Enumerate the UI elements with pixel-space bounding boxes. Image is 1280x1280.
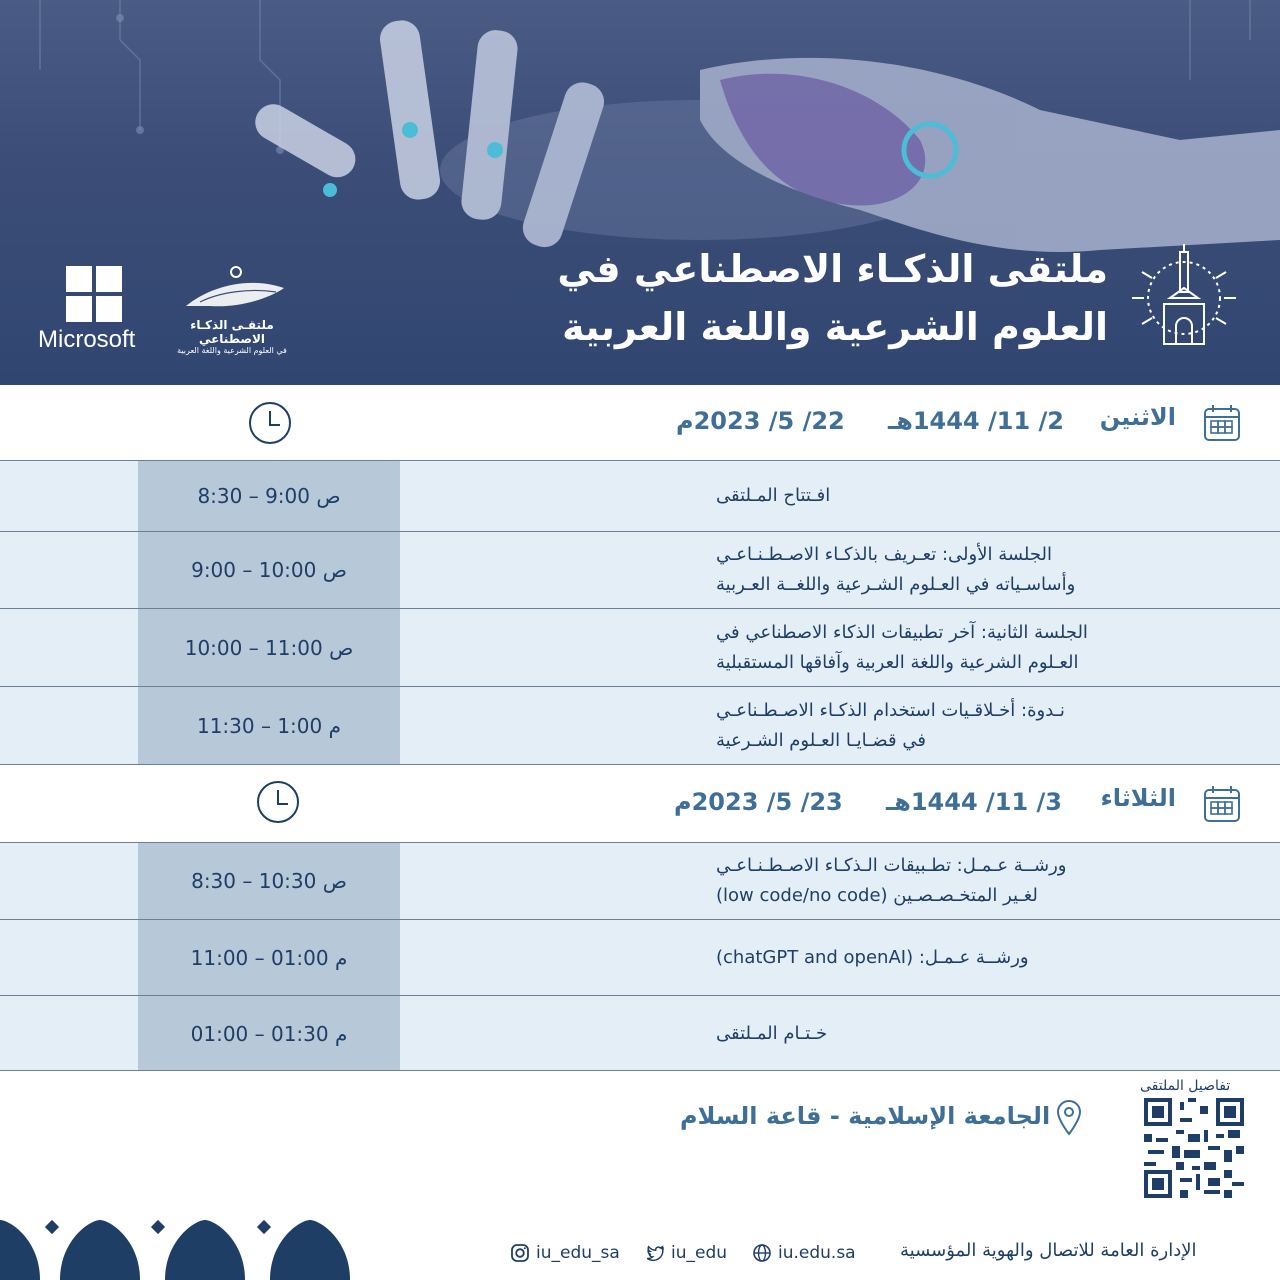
forum-logo-subtitle: في العلوم الشرعية واللغة العربية [177, 346, 287, 355]
session-time: 11:00 – 01:00 م [190, 945, 348, 970]
session-time: 9:00 – 10:00 ص [191, 558, 347, 582]
day-name: الثلاثاء [1100, 784, 1176, 812]
clock-icon [248, 401, 292, 445]
session-time: 8:30 – 9:00 ص [197, 484, 341, 508]
session-description [716, 532, 1176, 608]
twitter-handle: iu_edu [671, 1243, 728, 1263]
time-cell [138, 532, 400, 608]
forum-logo-mark [180, 262, 290, 318]
session-line: الجلسة الثانية: آخر تطبيقات الذكاء الاصطناعي في [716, 621, 1088, 643]
session-description [716, 920, 1176, 995]
session-line: العـلوم الشرعية واللغة العربية وآفاقها المستقبلية [716, 651, 1079, 673]
session-row [0, 995, 1280, 1071]
session-line: لغـير المتخـصـصـين (low code/no code) [716, 885, 1038, 906]
twitter-icon [645, 1243, 665, 1263]
session-time: 11:30 – 1:00 م [196, 714, 341, 738]
website-link[interactable] [752, 1243, 856, 1263]
divider [0, 764, 1280, 765]
time-cell [138, 609, 400, 686]
divider [0, 1070, 1280, 1071]
time-cell [138, 996, 400, 1071]
venue-name: الجامعة الإسلامية - قاعة السلام [680, 1102, 1051, 1130]
session-line: في قضـايـا العـلوم الشـرعية [716, 730, 926, 751]
title-line-1: ملتقى الذكـاء الاصطناعي في [557, 247, 1108, 291]
day-name: الاثنين [1099, 403, 1176, 431]
time-cell [138, 461, 400, 531]
session-row [0, 919, 1280, 995]
header-banner [0, 0, 1280, 385]
time-cell [138, 920, 400, 995]
session-line: الجلسة الأولى: تعـريف بالذكـاء الاصـطـنـاعـي [716, 544, 1052, 565]
session-description [716, 843, 1176, 919]
session-description [716, 609, 1176, 686]
hijri-date: 3/ 11/ 1444هـ [886, 788, 1062, 816]
twitter-link[interactable] [645, 1243, 727, 1263]
forum-logo-title: ملتقـى الذكـاء الاصطناعي [190, 318, 274, 346]
microsoft-logo [38, 266, 150, 354]
day-header-tuesday [0, 766, 1280, 842]
session-time: 8:30 – 10:30 ص [191, 869, 347, 893]
time-cell [138, 843, 400, 919]
calendar-icon [1202, 403, 1242, 443]
islamic-university-logo [1128, 242, 1240, 354]
session-row [0, 842, 1280, 919]
session-line: نـدوة: أخـلاقـيات استخدام الذكـاء الاصـطـناعـي [716, 700, 1065, 721]
globe-icon [752, 1243, 772, 1263]
session-line: ورشــة عـمـل: تطـبيقات الـذكـاء الاصـطـنـاعـي [716, 855, 1067, 876]
website-url: iu.edu.sa [778, 1243, 856, 1263]
session-time: 01:00 – 01:30 م [190, 1021, 348, 1046]
session-line: افـتتاح المـلتقى [716, 485, 831, 506]
session-line: وأساسـياته في العـلوم الشـرعية واللغــة العـربية [716, 574, 1076, 595]
qr-code[interactable] [1144, 1098, 1244, 1198]
hijri-date: 2/ 11/ 1444هـ [888, 407, 1064, 435]
session-description [716, 996, 1176, 1071]
session-description [716, 687, 1176, 765]
clock-icon [256, 780, 300, 824]
calendar-icon [1202, 784, 1242, 824]
session-row [0, 531, 1280, 608]
gregorian-date: 22/ 5/ 2023م [676, 407, 845, 435]
day-header-monday [0, 385, 1280, 461]
instagram-handle: iu_edu_sa [536, 1243, 620, 1263]
decorative-arches [0, 1190, 380, 1280]
event-title [557, 240, 1108, 356]
qr-label: تفاصيل الملتقى [1140, 1078, 1231, 1094]
microsoft-wordmark: Microsoft [38, 326, 136, 353]
department-name: الإدارة العامة للاتصال والهوية المؤسسية [900, 1240, 1197, 1261]
session-line: ورشــة عـمـل: (chatGPT and openAI) [716, 946, 1029, 968]
time-cell [138, 687, 400, 765]
session-row [0, 460, 1280, 531]
title-line-2: العلوم الشرعية واللغة العربية [562, 305, 1108, 349]
session-time: 10:00 – 11:00 ص [184, 635, 354, 660]
session-line: خـتـام المـلتقى [716, 1022, 828, 1044]
forum-logo [162, 262, 302, 355]
instagram-icon [510, 1243, 530, 1263]
session-row [0, 608, 1280, 686]
location-pin-icon [1056, 1100, 1082, 1136]
gregorian-date: 23/ 5/ 2023م [674, 788, 843, 816]
session-row [0, 686, 1280, 765]
microsoft-windows-icon [66, 266, 122, 322]
session-description [716, 461, 1176, 531]
instagram-link[interactable] [510, 1243, 620, 1263]
